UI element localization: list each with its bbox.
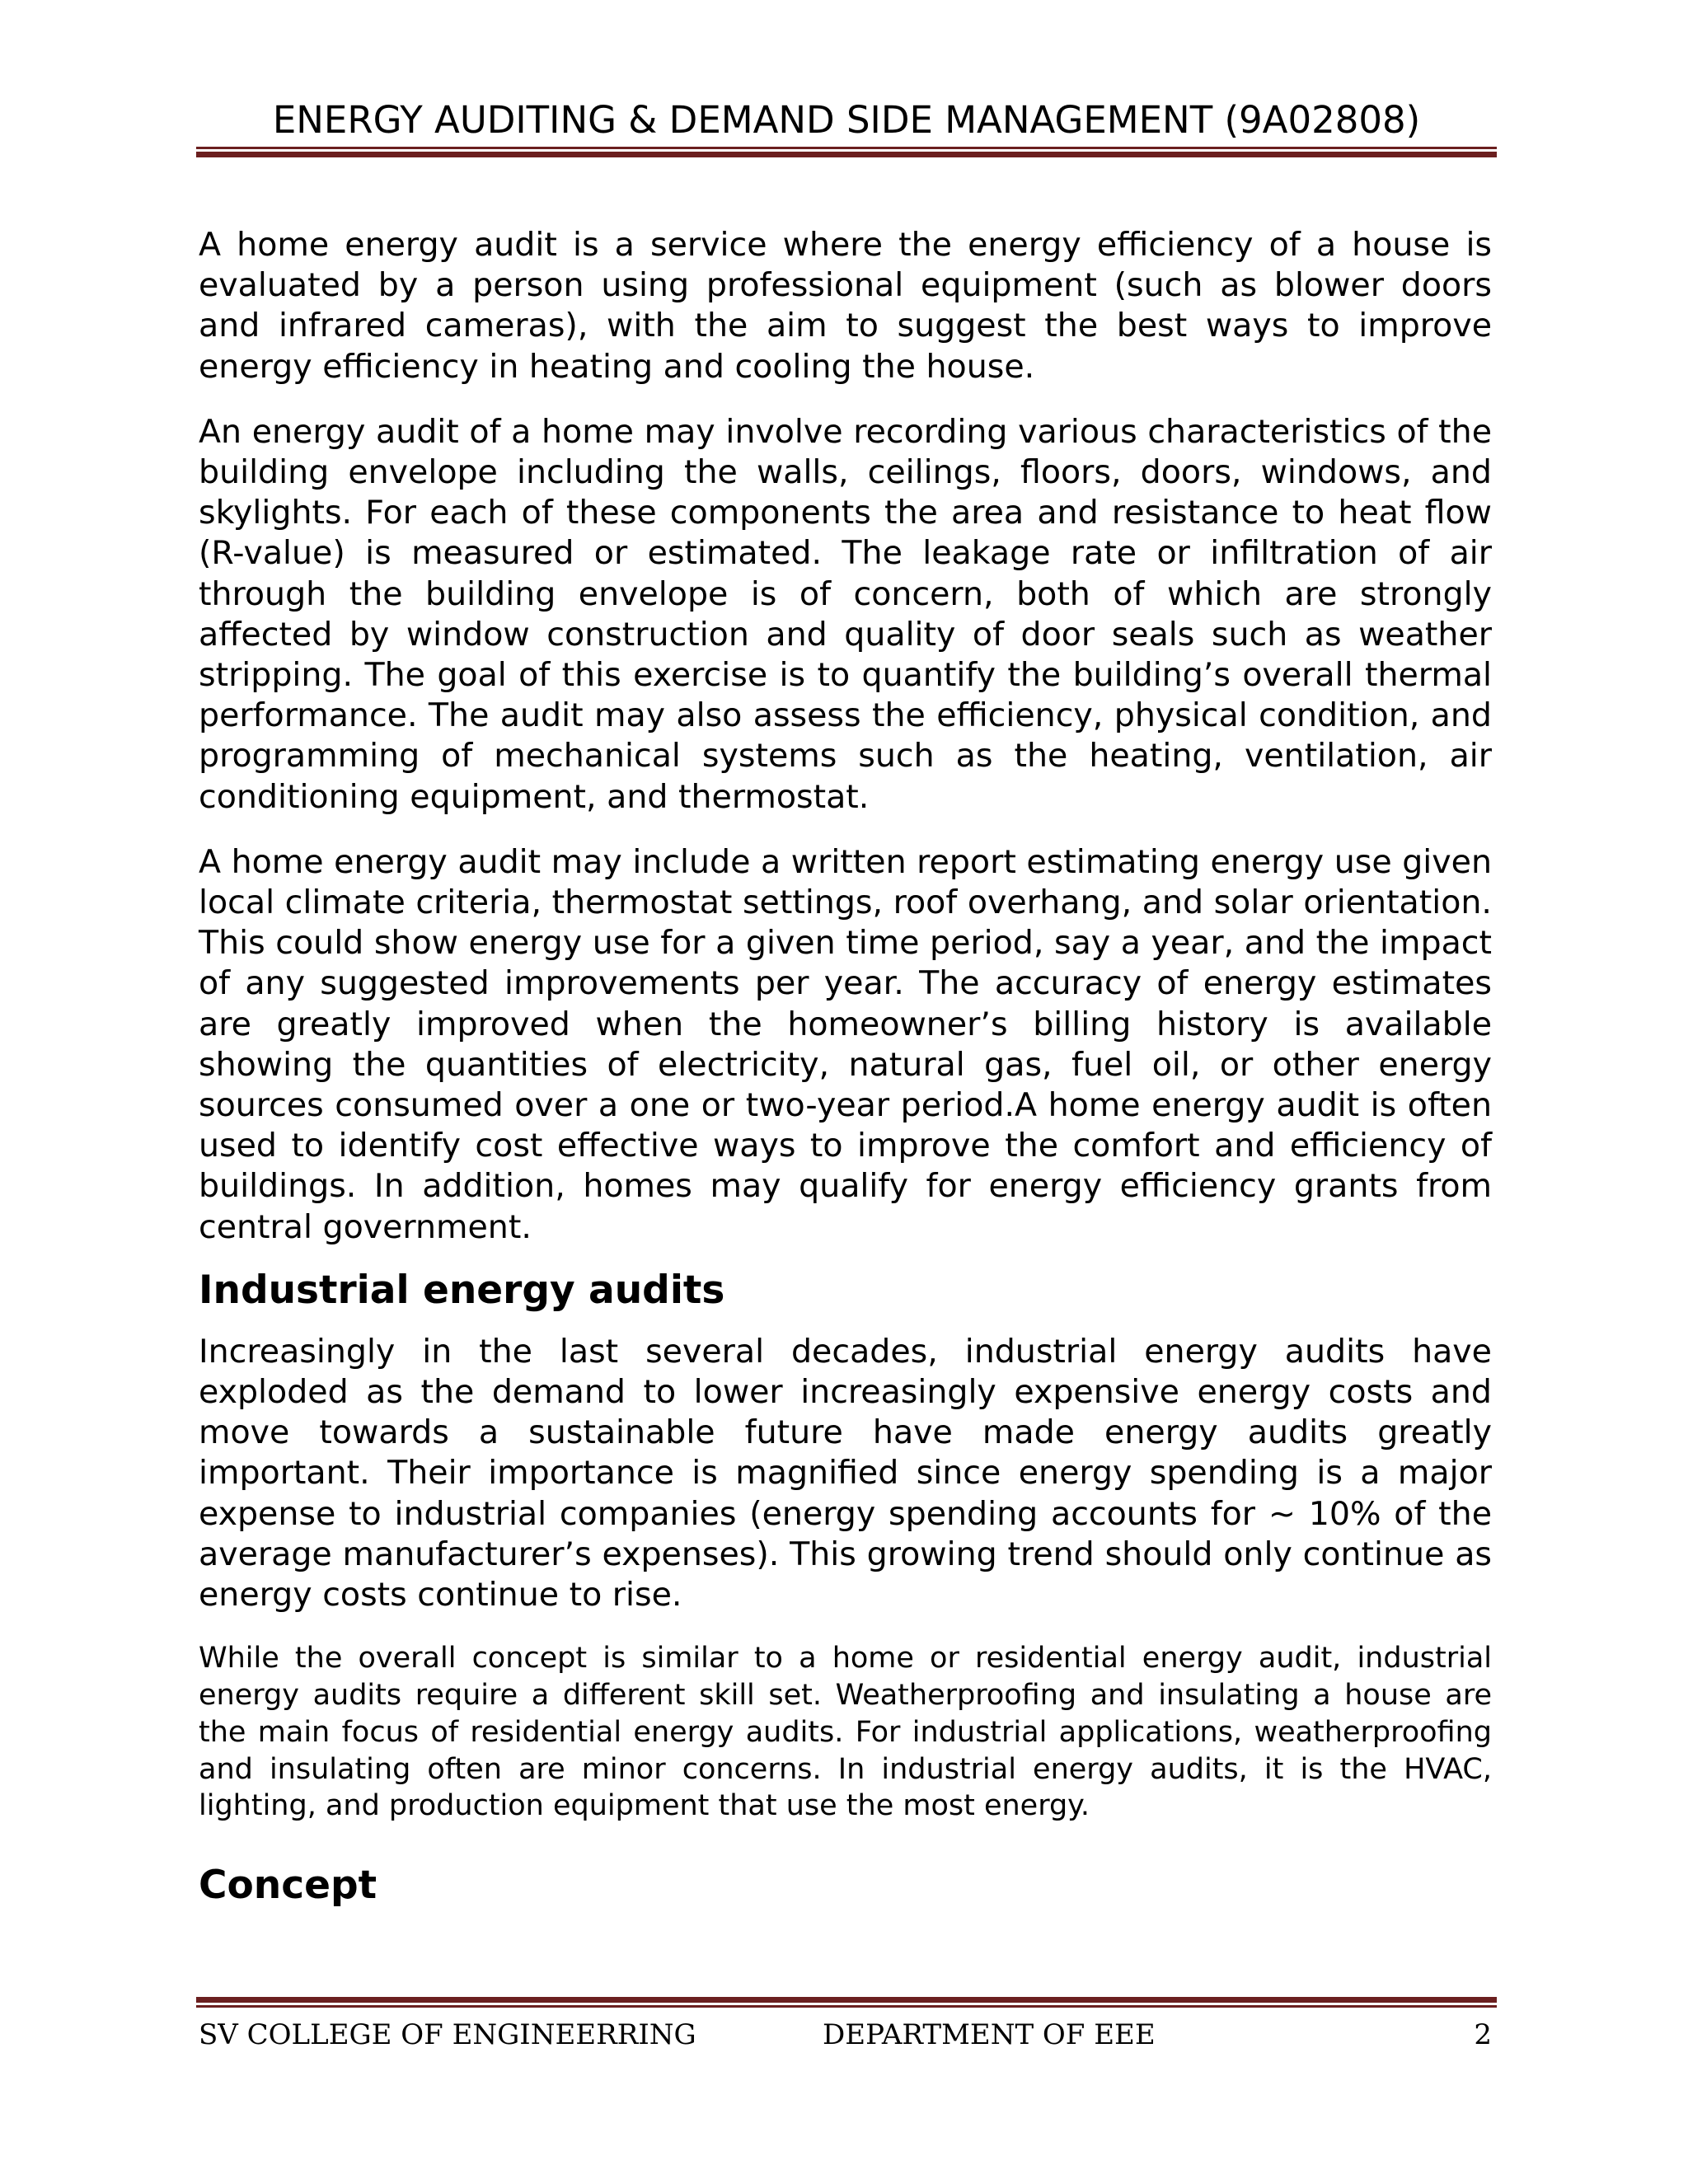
- paragraph-industrial-audits-trend: Increasingly in the last several decades, industrial energy audits have exploded as the demand to lower increasingly expensive energy costs and move towards a sustainable future have made energy audits greatly important. Their importance is magnified since energy spending is a major expense to industrial companies (energy spending accounts for ~ 10% of the average manufacturer’s expenses). This growing trend should only continue as energy costs continue to rise.: [199, 1332, 1492, 1615]
- paragraph-industrial-vs-residential: While the overall concept is similar to a home or residential energy audit, industrial energy audits require a different skill set. Weatherproofing and insulating a house are the main focus of residential energy audits. For industrial applications, weatherproofing and insulating often are minor concerns. In industrial energy audits, it is the HVAC, lighting, and production equipment that use the most energy.: [199, 1642, 1492, 1823]
- header-rule-thin: [196, 147, 1497, 149]
- footer-college-name: SV COLLEGE OF ENGINEERRING: [199, 2018, 696, 2051]
- footer-department: DEPARTMENT OF EEE: [823, 2018, 1156, 2051]
- header-rule-thick: [196, 152, 1497, 157]
- heading-concept: Concept: [199, 1863, 377, 1909]
- footer-rule-thick: [196, 1997, 1497, 2003]
- heading-industrial-energy-audits: Industrial energy audits: [199, 1267, 725, 1313]
- paragraph-home-audit-report: A home energy audit may include a written report estimating energy use given local climate criteria, thermostat settings, roof overhang, and solar orientation. This could show energy use for a given time period, say a year, and the impact of any suggested improvements per year. The accuracy of energy estimates are greatly improved when the homeowner’s billing history is available showing the quantities of electricity, natural gas, fuel oil, or other energy sources consumed over a one or two-year period.A home energy audit is often used to identify cost effective ways to improve the comfort and efficiency of buildings. In addition, homes may qualify for energy efficiency grants from central government.: [199, 842, 1492, 1246]
- document-body: [199, 225, 1492, 1910]
- paragraph-home-audit-definition: A home energy audit is a service where the energy efficiency of a house is evaluated by a person using professional equipment (such as blower doors and infrared cameras), with the aim to suggest the best ways to improve energy efficiency in heating and cooling the house.: [199, 226, 1492, 386]
- paragraph-home-audit-envelope: An energy audit of a home may involve recording various characteristics of the building envelope including the walls, ceilings, floors, doors, windows, and skylights. For each of these components the area and resistance to heat flow (R-value) is measured or estimated. The leakage rate or infiltration of air through the building envelope is of concern, both of which are strongly affected by window construction and quality of door seals such as weather stripping. The goal of this exercise is to quantify the building’s overall thermal performance. The audit may also assess the efficiency, physical condition, and programming of mechanical systems such as the heating, ventilation, air conditioning equipment, and thermostat.: [199, 412, 1492, 816]
- footer-page-number: 2: [1474, 2018, 1492, 2051]
- page-header-title: ENERGY AUDITING & DEMAND SIDE MANAGEMENT (9A02808): [272, 98, 1421, 142]
- footer-rule-thin: [196, 2005, 1497, 2008]
